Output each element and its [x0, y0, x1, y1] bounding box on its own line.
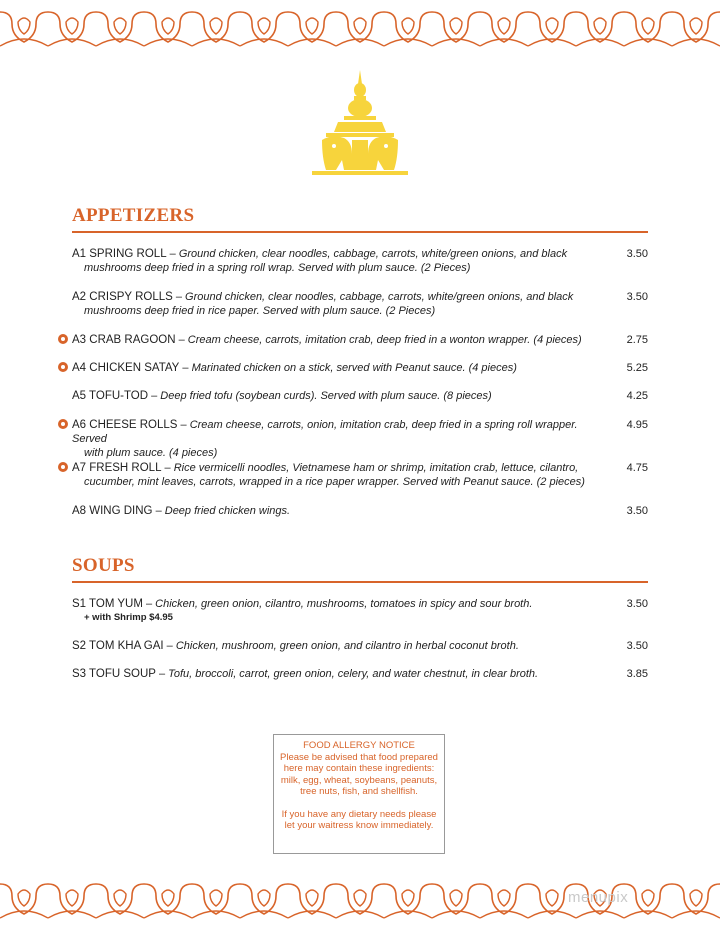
menu-item-a8: A8 WING DING – Deep fried chicken wings. 3.50	[72, 505, 648, 517]
watermark: menupix	[568, 889, 629, 906]
item-name: S2 TOM KHA GAI	[72, 640, 164, 652]
special-marker-icon	[58, 362, 68, 372]
item-name: A4 CHICKEN SATAY	[72, 362, 180, 374]
notice-title: FOOD ALLERGY NOTICE	[303, 740, 415, 751]
item-price: 3.85	[626, 668, 648, 680]
item-description-cont: with plum sauce. (4 pieces)	[84, 447, 218, 459]
menu-item-a5: A5 TOFU-TOD – Deep fried tofu (soybean curds). Served with plum sauce. (8 pieces) 4.25	[72, 390, 648, 402]
notice-line: let your waitress know immediately.	[284, 820, 434, 831]
notice-line: milk, egg, wheat, soybeans, peanuts,	[280, 774, 438, 786]
item-price: 4.95	[626, 419, 648, 431]
food-allergy-notice	[273, 734, 445, 854]
item-name: S1 TOM YUM	[72, 598, 143, 610]
menu-item-a2: A2 CRISPY ROLLS – Ground chicken, clear noodles, cabbage, carrots, white/green onions, and black mushrooms deep fried in rice paper. Served with plum sauce. (2 Pieces) 3.50	[72, 291, 648, 317]
restaurant-logo-icon	[312, 70, 408, 180]
item-name: A2 CRISPY ROLLS	[72, 291, 173, 303]
item-description: Cream cheese, carrots, imitation crab, deep fried in a wonton wrapper. (4 pieces)	[187, 334, 582, 346]
item-name: S3 TOFU SOUP	[72, 668, 156, 680]
item-name: A7 FRESH ROLL	[72, 462, 162, 474]
item-description: Ground chicken, clear noodles, cabbage, carrots, white/green onions, and black	[178, 248, 568, 260]
item-description: Deep fried tofu (soybean curds). Served with plum sauce. (8 pieces)	[160, 390, 492, 402]
item-addon: + with Shrimp $4.95	[84, 612, 173, 623]
special-marker-icon	[58, 462, 68, 472]
special-marker-icon	[58, 334, 68, 344]
item-description: Tofu, broccoli, carrot, green onion, celery, and water chestnut, in clear broth.	[168, 668, 539, 680]
notice-line: If you have any dietary needs please	[281, 808, 437, 820]
menu-item-a1: A1 SPRING ROLL – Ground chicken, clear noodles, cabbage, carrots, white/green onions, and black mushrooms deep fried in a spring roll wrap. Served with plum sauce. (2 Pieces) 3.50	[72, 248, 648, 274]
menu-item-s2: S2 TOM KHA GAI – Chicken, mushroom, green onion, and cilantro in herbal coconut broth. 3.50	[72, 640, 648, 652]
notice-line: tree nuts, fish, and shellfish.	[300, 786, 418, 797]
appetizers-heading: APPETIZERS	[72, 205, 195, 226]
item-price: 4.25	[626, 390, 648, 402]
item-name: A1 SPRING ROLL	[72, 248, 167, 260]
item-name: A3 CRAB RAGOON	[72, 334, 176, 346]
item-name: A8 WING DING	[72, 505, 153, 517]
menu-item-a7: A7 FRESH ROLL – Rice vermicelli noodles, Vietnamese ham or shrimp, imitation crab, lettuce, cilantro, cucumber, mint leaves, carrots, wrapped in a rice paper wrapper. Served with Peanut sauce. (2 pieces) 4.75	[72, 461, 648, 489]
notice-line: here may contain these ingredients:	[283, 763, 435, 774]
soups-heading: SOUPS	[72, 555, 135, 576]
item-price: 3.50	[626, 505, 648, 517]
item-price: 5.25	[626, 362, 648, 374]
special-marker-icon	[58, 419, 68, 429]
item-description: Rice vermicelli noodles, Vietnamese ham or shrimp, imitation crab, lettuce, cilantro,	[173, 462, 579, 474]
item-price: 3.50	[626, 248, 648, 260]
item-description-cont: cucumber, mint leaves, carrots, wrapped in a rice paper wrapper. Served with Peanut sauce. (2 pieces)	[84, 476, 585, 488]
item-description: Chicken, green onion, cilantro, mushrooms, tomatoes in spicy and sour broth.	[155, 598, 533, 610]
item-name: A6 CHEESE ROLLS	[72, 419, 178, 431]
appetizers-divider	[72, 231, 648, 233]
item-name: A5 TOFU-TOD	[72, 390, 149, 402]
item-description: Marinated chicken on a stick, served with Peanut sauce. (4 pieces)	[191, 362, 517, 374]
item-description: Deep fried chicken wings.	[164, 505, 291, 517]
item-price: 3.50	[626, 640, 648, 652]
menu-item-a4: A4 CHICKEN SATAY – Marinated chicken on a stick, served with Peanut sauce. (4 pieces) 5.25	[72, 361, 648, 375]
item-price: 3.50	[626, 291, 648, 303]
menu-item-a6: A6 CHEESE ROLLS – Cream cheese, carrots, onion, imitation crab, deep fried in a spring roll wrapper. Served with plum sauce. (4 pieces) 4.95	[72, 418, 648, 460]
item-description-cont: mushrooms deep fried in rice paper. Served with plum sauce. (2 Pieces)	[84, 305, 436, 317]
top-decorative-border	[0, 2, 720, 54]
menu-item-a3: A3 CRAB RAGOON – Cream cheese, carrots, imitation crab, deep fried in a wonton wrapper. (4 pieces) 2.75	[72, 333, 648, 347]
item-price: 2.75	[626, 334, 648, 346]
menu-item-s3: S3 TOFU SOUP – Tofu, broccoli, carrot, green onion, celery, and water chestnut, in clear broth. 3.85	[72, 668, 648, 680]
item-description: Chicken, mushroom, green onion, and cilantro in herbal coconut broth.	[175, 640, 519, 652]
notice-line: Please be advised that food prepared	[280, 751, 438, 763]
item-description: Ground chicken, clear noodles, cabbage, carrots, white/green onions, and black	[185, 291, 574, 303]
item-description-cont: mushrooms deep fried in a spring roll wrap. Served with plum sauce. (2 Pieces)	[84, 262, 471, 274]
item-price: 3.50	[626, 598, 648, 610]
item-description: Cream cheese, carrots, onion, imitation crab, deep fried in a spring roll wrapper. Served	[72, 419, 578, 445]
menu-item-s1: S1 TOM YUM – Chicken, green onion, cilantro, mushrooms, tomatoes in spicy and sour broth. + with Shrimp $4.95 3.50	[72, 598, 648, 623]
item-price: 4.75	[626, 462, 648, 474]
soups-divider	[72, 581, 648, 583]
